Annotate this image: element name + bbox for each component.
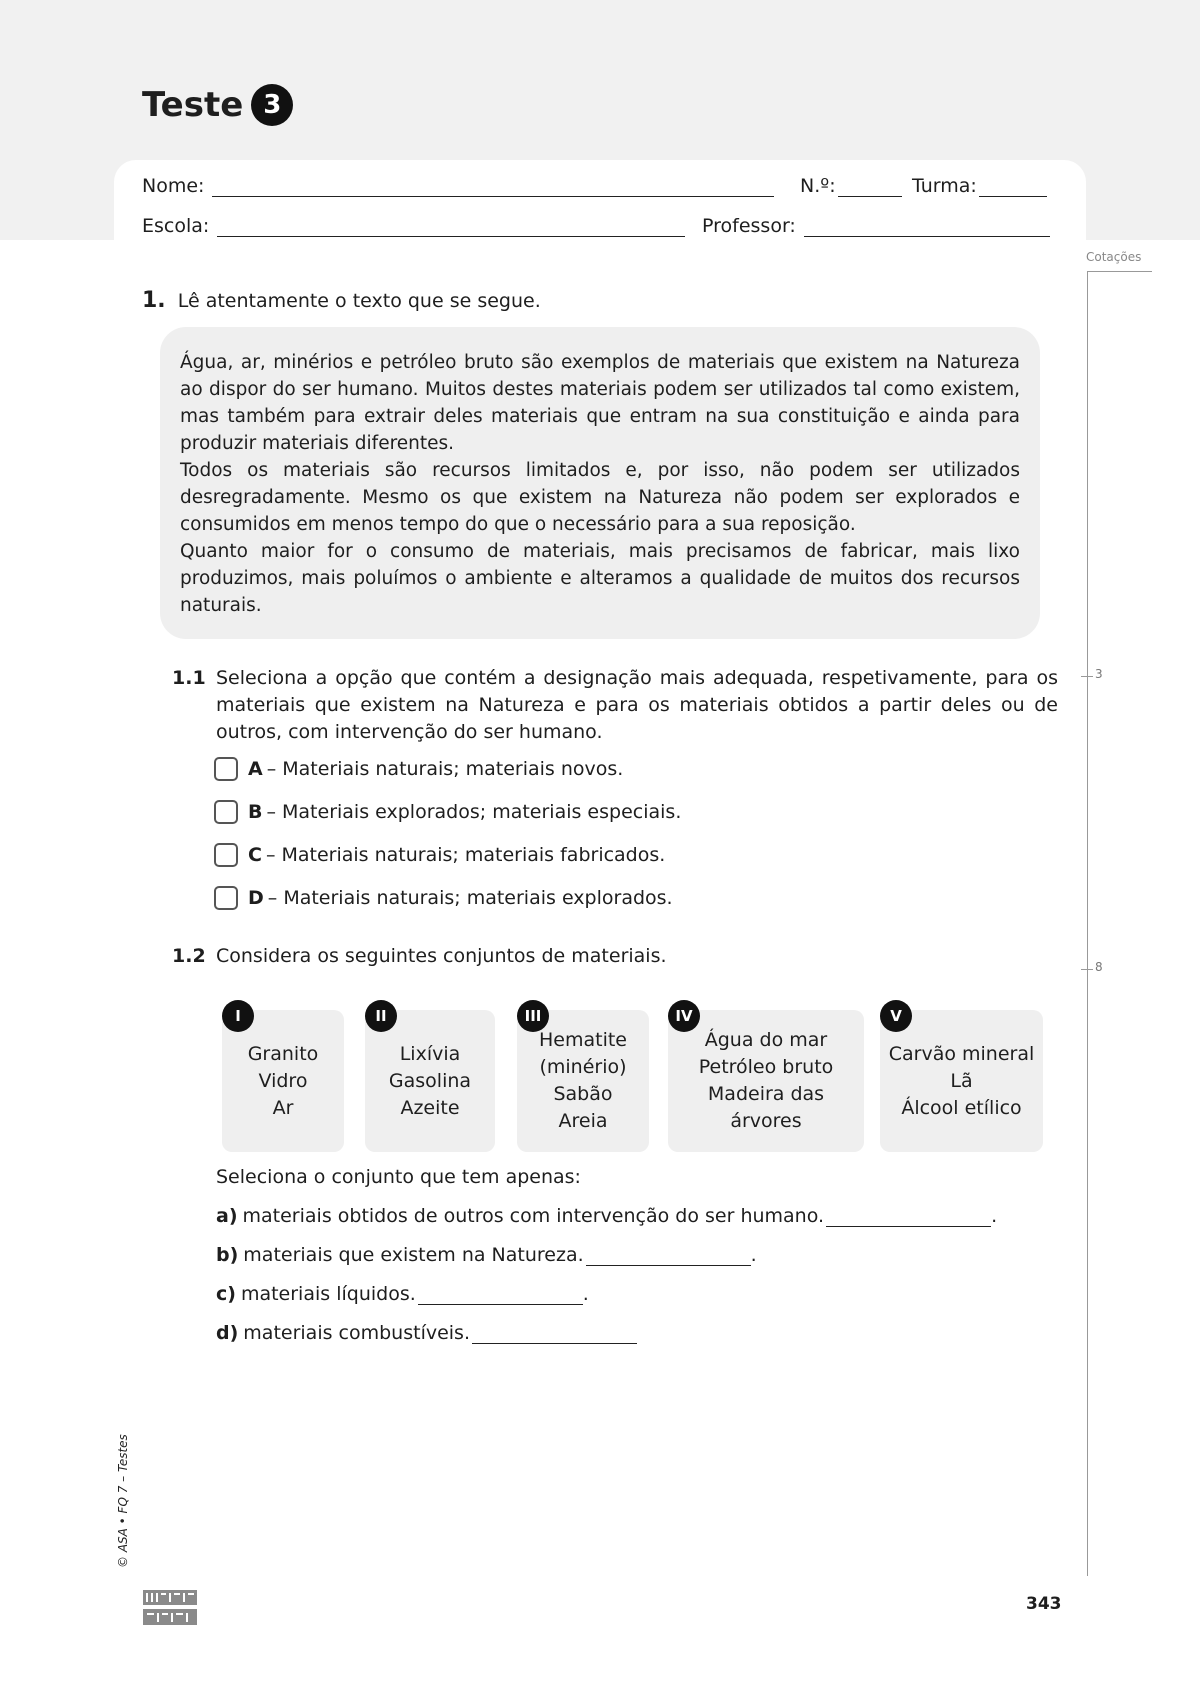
item-letter: b): [216, 1244, 239, 1266]
checkbox[interactable]: [214, 843, 238, 867]
set-item: árvores: [730, 1110, 802, 1132]
answer-item-b: [216, 1244, 757, 1266]
nome-field[interactable]: [142, 175, 774, 197]
professor-field[interactable]: [702, 215, 1050, 237]
turma-field[interactable]: [912, 175, 1047, 197]
set-item: Madeira das: [707, 1083, 825, 1105]
material-set-v: [880, 1006, 1043, 1152]
item-letter: c): [216, 1283, 236, 1305]
set-item: Lã: [950, 1069, 973, 1092]
option-letter: B: [248, 801, 263, 823]
set-item: Vidro: [258, 1069, 308, 1092]
set-badge: V: [880, 1000, 912, 1032]
nome-input-line[interactable]: [212, 178, 774, 197]
question-1-1: [172, 665, 1058, 746]
escola-field[interactable]: [142, 215, 685, 237]
option-d[interactable]: [214, 886, 673, 910]
material-set-i: [222, 1006, 344, 1152]
turma-label: Turma:: [912, 175, 977, 197]
option-text: – Materiais explorados; materiais especiais.: [266, 801, 682, 823]
option-letter: C: [248, 844, 262, 866]
title-text: Teste: [142, 85, 244, 125]
set-item: Petróleo bruto: [698, 1056, 834, 1078]
escola-label: Escola:: [142, 215, 210, 237]
set-item: Lixívia: [399, 1042, 461, 1065]
professor-input-line[interactable]: [804, 218, 1050, 237]
set-item: Álcool etílico: [901, 1096, 1022, 1119]
select-prompt: Seleciona o conjunto que tem apenas:: [216, 1166, 581, 1188]
numero-input-line[interactable]: [838, 178, 902, 197]
option-a[interactable]: [214, 757, 623, 781]
set-item: Azeite: [400, 1096, 460, 1119]
option-letter: D: [248, 887, 264, 909]
option-b[interactable]: [214, 800, 681, 824]
item-text: materiais líquidos.: [240, 1283, 416, 1305]
answer-blank[interactable]: [586, 1247, 751, 1266]
item-text: materiais que existem na Natureza.: [243, 1244, 584, 1266]
checkbox[interactable]: [214, 800, 238, 824]
item-end: .: [582, 1283, 589, 1305]
reading-text-box: [160, 327, 1040, 639]
answer-item-d: [216, 1322, 637, 1344]
cotacao-value: 3: [1095, 667, 1103, 681]
set-item: Areia: [558, 1110, 608, 1132]
cotacoes-rule: [1087, 271, 1088, 1576]
item-end: .: [750, 1244, 757, 1266]
copyright-notice: © ASA • FQ 7 – Testes: [116, 1434, 130, 1568]
page-number: 343: [1026, 1594, 1062, 1614]
question-number: 1.: [142, 288, 166, 313]
item-text: materiais obtidos de outros com intervenção do ser humano.: [242, 1205, 825, 1227]
set-badge: III: [517, 1000, 549, 1032]
set-item: Carvão mineral: [888, 1042, 1035, 1065]
numero-label: N.º:: [800, 175, 836, 197]
set-item: Hematite: [539, 1029, 627, 1051]
nome-label: Nome:: [142, 175, 205, 197]
material-set-iii: [517, 1006, 649, 1152]
material-set-ii: [365, 1006, 495, 1152]
cotacoes-label: Cotações: [1086, 250, 1142, 264]
option-text: – Materiais naturais; materiais novos.: [266, 758, 624, 780]
question-1-2: [172, 943, 1058, 970]
answer-item-a: [216, 1205, 997, 1227]
page-title: [142, 84, 293, 126]
paragraph: Todos os materiais são recursos limitados e, por isso, não podem ser utilizados desregradamente. Mesmo os que existem na Natureza não podem ser explorados e consumidos em menos tempo do que o necessário para a sua reposição.: [180, 460, 1020, 535]
question-1-prompt: [142, 288, 541, 313]
paragraph: Água, ar, minérios e petróleo bruto são exemplos de materiais que existem na Natureza ao dispor do ser humano. Muitos destes materiais podem ser utilizados tal como existem, mas também para extrair deles materiais que entram na sua constituição e ainda para produzir materiais diferentes.: [180, 352, 1020, 454]
item-end: .: [991, 1205, 998, 1227]
answer-blank[interactable]: [826, 1208, 991, 1227]
material-set-iv: [668, 1006, 864, 1152]
question-number: 1.2: [172, 945, 206, 967]
set-badge: IV: [668, 1000, 700, 1032]
option-c[interactable]: [214, 843, 665, 867]
answer-item-c: [216, 1283, 589, 1305]
item-letter: a): [216, 1205, 238, 1227]
cotacoes-rule-top: [1087, 271, 1152, 272]
item-text: materiais combustíveis.: [243, 1322, 470, 1344]
question-text: Seleciona a opção que contém a designação mais adequada, respetivamente, para os materiais que existem na Natureza e para os materiais obtidos a partir deles ou de outros, com intervenção do ser humano.: [216, 667, 1058, 743]
set-badge: I: [222, 1000, 254, 1032]
cotacao-value: 8: [1095, 960, 1103, 974]
item-letter: d): [216, 1322, 239, 1344]
cotacao-tick: [1081, 969, 1093, 970]
set-item: Gasolina: [388, 1069, 472, 1092]
option-text: – Materiais naturais; materiais explorados.: [267, 887, 673, 909]
professor-label: Professor:: [702, 215, 796, 237]
set-badge: II: [365, 1000, 397, 1032]
cotacao-tick: [1081, 676, 1093, 677]
paragraph: Quanto maior for o consumo de materiais, mais precisamos de fabricar, mais lixo produzimos, mais poluímos o ambiente e alteramos a qualidade de muitos dos recursos naturais.: [180, 541, 1020, 616]
numero-field[interactable]: [800, 175, 902, 197]
answer-blank[interactable]: [418, 1286, 583, 1305]
set-item: Sabão: [553, 1083, 613, 1105]
set-item: Água do mar: [704, 1029, 828, 1051]
set-item: (minério): [539, 1056, 627, 1078]
checkbox[interactable]: [214, 757, 238, 781]
question-text: Considera os seguintes conjuntos de materiais.: [216, 945, 667, 967]
option-letter: A: [248, 758, 263, 780]
question-number: 1.1: [172, 667, 206, 689]
question-text: Lê atentamente o texto que se segue.: [177, 290, 541, 312]
publisher-logo-icon: [143, 1590, 197, 1626]
escola-input-line[interactable]: [217, 218, 685, 237]
answer-blank[interactable]: [472, 1325, 637, 1344]
option-text: – Materiais naturais; materiais fabricados.: [265, 844, 666, 866]
set-item: Granito: [247, 1042, 319, 1065]
checkbox[interactable]: [214, 886, 238, 910]
set-item: Ar: [272, 1096, 294, 1119]
test-number-badge: 3: [251, 84, 293, 126]
turma-input-line[interactable]: [979, 178, 1047, 197]
